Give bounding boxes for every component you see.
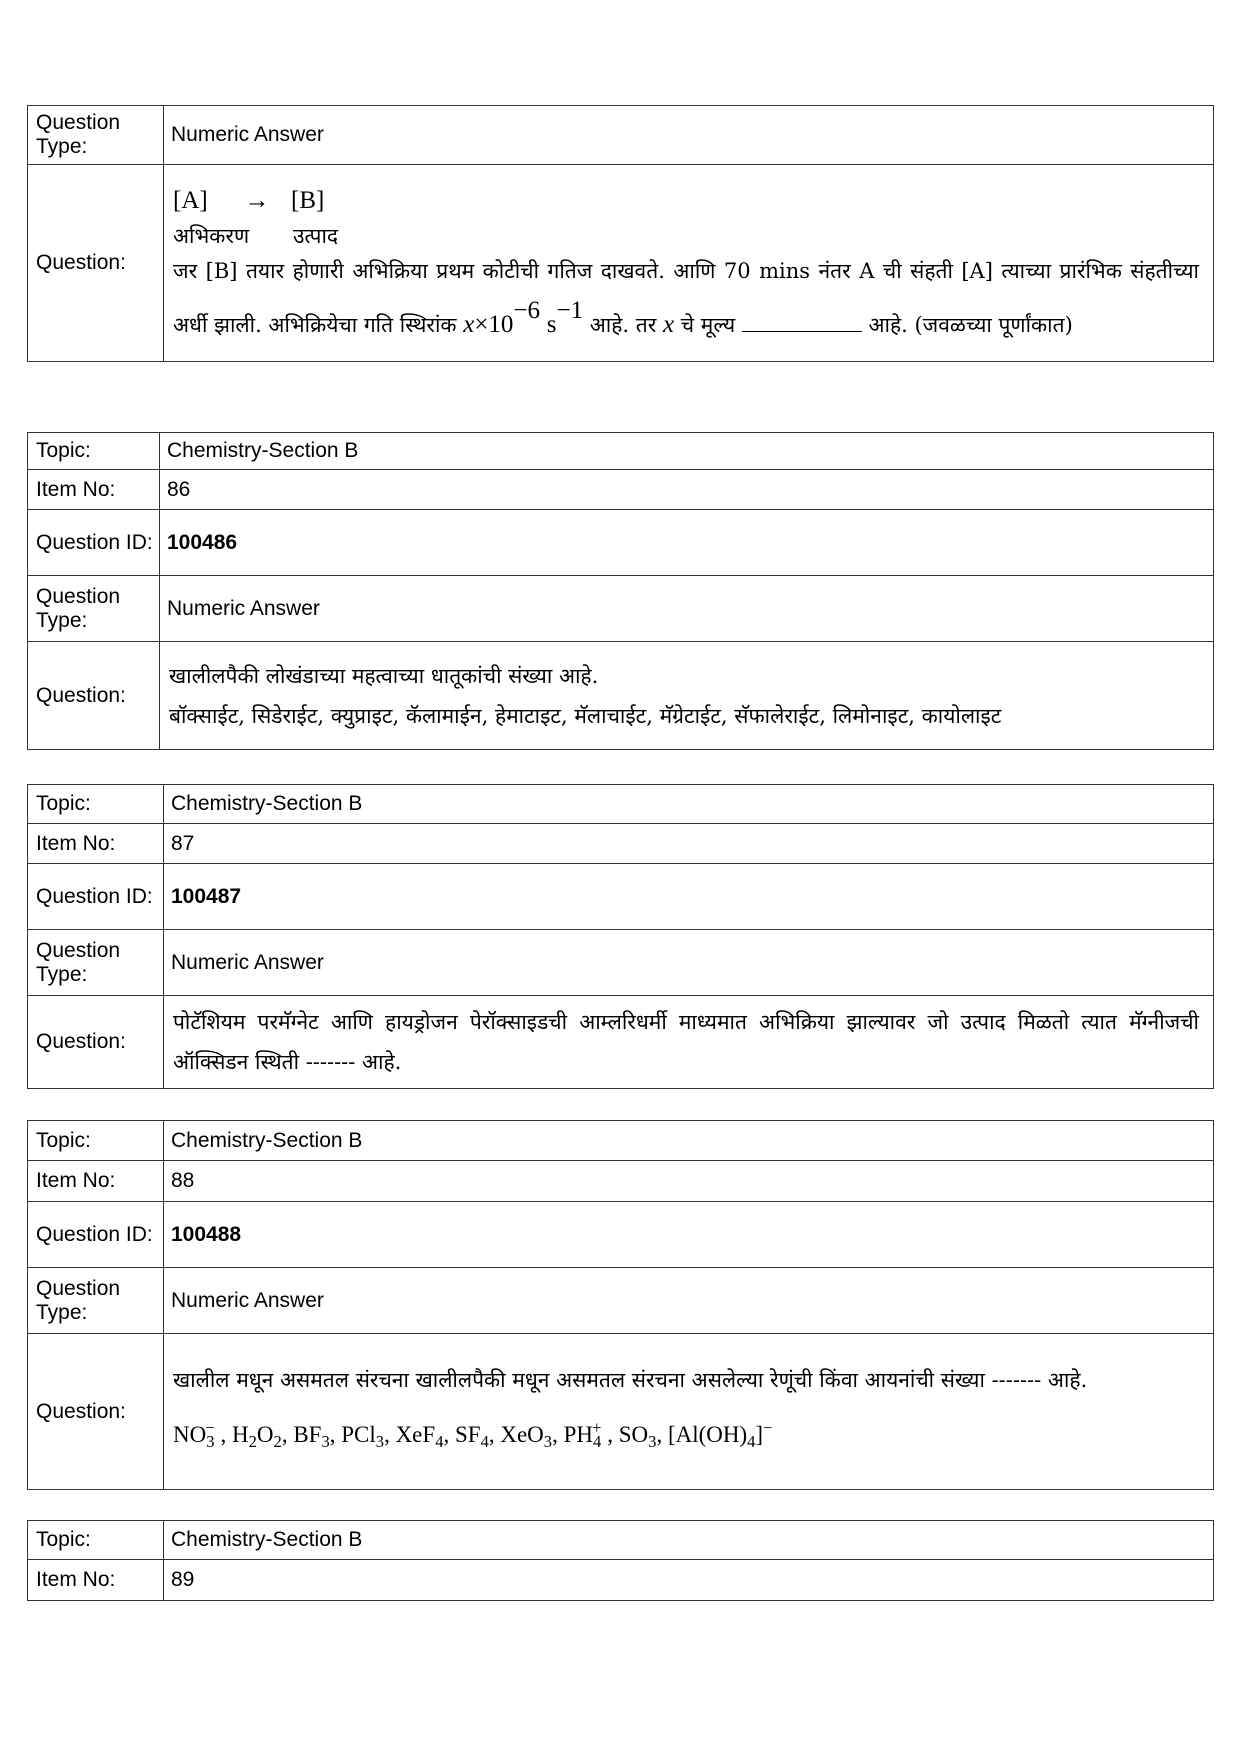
topic-value: Chemistry-Section B (160, 433, 1214, 470)
reactant-symbol: [A] (173, 187, 208, 215)
item-no-value: 89 (164, 1560, 1214, 1601)
question-body-part3: चे मूल्य (680, 312, 736, 337)
topic-value: Chemistry-Section B (164, 785, 1214, 824)
question-id-value: 100487 (164, 864, 1214, 930)
reaction-labels (173, 221, 1199, 251)
question-label: Question: (28, 642, 160, 750)
expr-exponent: −6 (513, 297, 541, 325)
question-line-2: बॉक्साईट, सिडेराईट, क्युप्राइट, कॅलामाईन, हेमाटाइट, मॅलाचाईट, मॅग्रेटाईट, सॅफालेराईट, लिमोनाइट, कायोलाइट (169, 703, 1002, 728)
answer-blank (742, 313, 862, 332)
question-85-block (27, 105, 1214, 362)
topic-value: Chemistry-Section B (164, 1521, 1214, 1560)
item-no-label: Item No: (28, 1560, 164, 1601)
question-type-value: Numeric Answer (160, 576, 1214, 642)
question-id-label: Question ID: (28, 1202, 164, 1268)
question-type-value: Numeric Answer (164, 106, 1214, 165)
question-89-block (27, 1520, 1214, 1601)
question-text (164, 165, 1214, 362)
item-no-label: Item No: (28, 824, 164, 864)
expr-times: ×10 (474, 310, 514, 338)
question-type-value: Numeric Answer (164, 1268, 1214, 1334)
question-type-label: Question Type: (28, 930, 164, 996)
reactant-label: अभिकरण (173, 224, 250, 249)
question-type-value: Numeric Answer (164, 930, 1214, 996)
question-88-block (27, 1120, 1214, 1490)
reaction-line (173, 181, 1199, 221)
topic-label: Topic: (28, 1521, 164, 1560)
question-body-part1: जर [B] तयार होणारी अभिक्रिया प्रथम कोटीची गतिज दाखवते. आणि 70 mins नंतर A ची संहती [A] त्याच्या प्रारंभिक संहतीच्या अर्धी झाली. अभिक्रियेचा गति स्थिरांक (173, 259, 1199, 337)
question-type-label: Question Type: (28, 1268, 164, 1334)
question-line-1: खालीलपैकी लोखंडाच्या महत्वाच्या धातूकांची संख्या आहे. (169, 663, 599, 688)
question-id-value: 100486 (160, 510, 1214, 576)
expr-x-2: x (662, 310, 675, 338)
question-text (164, 1334, 1214, 1490)
question-label: Question: (28, 996, 164, 1089)
question-body-part4: आहे. (जवळच्या पूर्णांकात) (868, 312, 1073, 337)
question-id-value: 100488 (164, 1202, 1214, 1268)
topic-label: Topic: (28, 785, 164, 824)
expr-unit-exponent: −1 (556, 297, 584, 325)
item-no-value: 88 (164, 1161, 1214, 1202)
topic-value: Chemistry-Section B (164, 1121, 1214, 1161)
question-id-label: Question ID: (28, 510, 160, 576)
question-text (160, 642, 1214, 750)
product-symbol: [B] (291, 187, 325, 215)
question-id-label: Question ID: (28, 864, 164, 930)
question-87-block (27, 784, 1214, 1089)
expr-x: x (463, 310, 475, 338)
item-no-value: 86 (160, 470, 1214, 510)
product-label: उत्पाद (293, 224, 339, 249)
question-text: पोटॅशियम परमॅग्नेट आणि हायड्रोजन पेरॉक्साइडची आम्लरिधर्मी माध्यमात अभिक्रिया झाल्यावर जो उत्पाद मिळतो त्यात मॅग्नीजची ऑक्सिडन स्थिती ------- आहे. (164, 996, 1214, 1089)
question-type-label: Question Type: (28, 106, 164, 165)
question-label: Question: (28, 1334, 164, 1490)
item-no-value: 87 (164, 824, 1214, 864)
question-body (173, 251, 1199, 345)
question-body-part2: आहे. तर (589, 312, 657, 337)
question-line: खालील मधून असमतल संरचना खालीलपैकी मधून असमतल संरचना असलेल्या रेणूंची किंवा आयनांची संख्या ------- आहे. (173, 1368, 1088, 1393)
reaction-arrow: → (244, 187, 270, 215)
question-label: Question: (28, 165, 164, 362)
topic-label: Topic: (28, 1121, 164, 1161)
item-no-label: Item No: (28, 470, 160, 510)
item-no-label: Item No: (28, 1161, 164, 1202)
question-86-block (27, 432, 1214, 750)
species-list: $NO_3^-$ , $H_2O_2$, $BF_3$, PCl$_3$, XeF$_4$, $SF_4$, XeO$_3$, $PH_4^+$ , $SO_3$, $[Al(OH)_4]^-$ (173, 1418, 773, 1452)
topic-label: Topic: (28, 433, 160, 470)
question-type-label: Question Type: (28, 576, 160, 642)
expr-unit: s (546, 310, 557, 338)
